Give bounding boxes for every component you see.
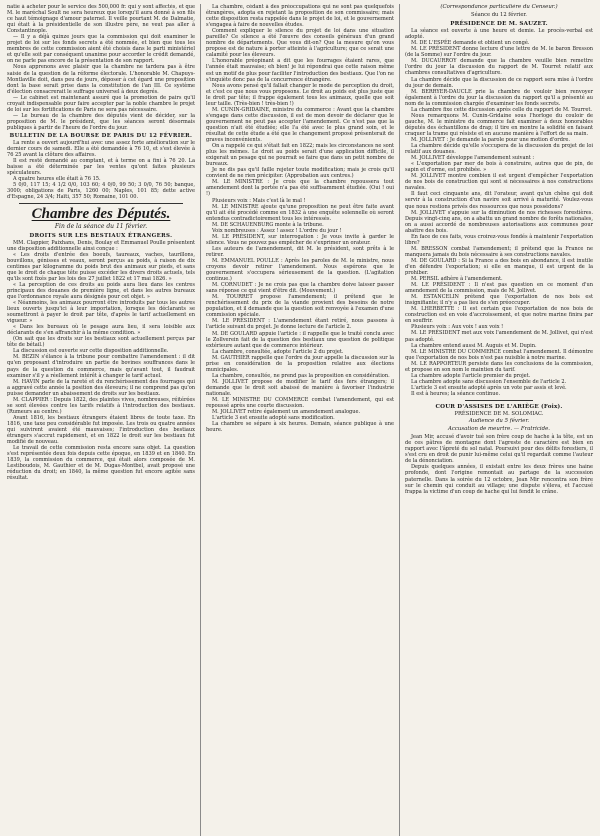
paragraph: La chambre, consultée, adopte l'article 2 du projet. (212, 348, 344, 355)
court-presidency: PRÉSIDENCE DE M. SOLOMIAC. (454, 411, 544, 418)
paragraph: « La perception de ces droits au poids aura lieu dans les centres principaux des douanes de première ligne, et dans les autres bureaux que l'ordonnance royale aura désignés pour cet objet. » (7, 281, 195, 300)
paragraph: La chambre entend aussi M. Auguis et M. Dupin. (411, 342, 537, 349)
paragraph: Les auteurs de l'amendement, dit M. le président, sont prêts à le retirer. (206, 245, 394, 258)
section-title: Chambre des Députés. (31, 205, 171, 222)
paragraph: (On sait que les droits sur les bestiaux sont actuellement perçus par tête de bétail.) (7, 336, 195, 349)
paragraph: « Les droits d'entrée des boeufs, taureaux, vaches, taurillons, bouvillons, génisses et veaux, seront perçus au poids, à raison de dix centimes par kilogramme du poids brut des animaux sur pieds, et sans que le droit de chaque tête puisse excéder les divers droits actuels, tels qu'ils sont fixés par les lois des 27 juillet 1822 et 17 mai 1826. » (7, 251, 195, 282)
paragraph: Plusieurs voix : Mais c'est là le mal ! (212, 197, 306, 204)
paragraph: Jean Mir, accusé d'avoir tué son frère coup de hache à la tête, est un de ces pâtres de montagne dont l'agreste de caractère est bien en rapport avec l'âpreté du sol natal. Poursuivi pour des délits forestiers, il s'est cru en droit de punir lui-même celui qu'il regardait comme l'auteur de la dénonciation. (405, 434, 593, 465)
paragraph: M. LE MINISTRE ajoute qu'une proposition ne peut être faite avant qu'il ait été procédé comme en 1832 à une enquête solennelle où seront entendus contradictoirement tous les intéressés. (206, 203, 394, 222)
paragraph: M. BRESSON combat l'amendement; il prétend que la France ne manquera jamais du bois nécessaire à ses constructions navales. (405, 245, 593, 258)
paragraph: Nous avons pensé qu'il fallait changer le mode de perception du droit, et c'est ce que nous vous proposons. Le droit au poids est plus juste que le droit par tête; il frappe également tous les animaux, quelle que soit leur taille. (Très-bien ! très-bien !) (206, 82, 394, 107)
paragraph: Il est à heures; la séance continue. (411, 390, 501, 397)
paragraph: M. TOURRET propose l'amendement; il prétend que le renchérissement du prix de la viande provient des besoins de notre population, et il demande que la question soit renvoyée à l'examen d'une commission spéciale. (206, 294, 394, 319)
session-date: Séance du 12 février. (471, 12, 527, 19)
paragraph: M. DE SCHAUENBURG monte à la tribune. (212, 221, 324, 228)
paragraph: M. LE MINISTRE DU COMMERCE combat l'amendement. Il démontre que l'exportation de nos bois n'est pas nuisible à notre marine. (405, 348, 593, 361)
paragraph: M. JOLLIVET s'appuie sur la diminution de nos richesses forestières. Depuis vingt-cinq ans, on a abattu un grand nombre de forêts nationales, on a aussi accordé de nombreuses autorisations aux communes pour abattre des bois. (405, 209, 593, 234)
paragraph: La séance est ouverte à une heure et demie. Le procès-verbal est adopté. (405, 28, 593, 41)
paragraph: La rente a ouvert aujourd'hui avec une assez forte amélioration sur le dernier cours de samedi. Elle a été demandée à 76 10, et s'est élevée à 76 25 avant la clôture des affaires. (7, 140, 195, 159)
paragraph: M. JOLLIVET propose de modifier le tarif des fers étrangers; il demande que le droit soit abaissé de manière à favoriser l'industrie nationale. (206, 378, 394, 397)
column-2 (200, 4, 399, 836)
divider (19, 203, 183, 204)
paragraph: M. LE PRÉSIDENT : Il n'est pas question en ce moment d'un amendement de la commission, mais de M. Jollivet. (405, 282, 593, 295)
paragraph: M. DUCAURROY demande que la chambre veuille bien remettre l'ordre du jour la discussion du rapport de M. Tourret relatif aux chambres consultatives d'agriculture. (405, 58, 593, 77)
paragraph: M. DE GOULARD appuie l'article : il rappelle que le traité conclu avec le Zollverein fait de la question des bestiaux une question de politique extérieure autant que de commerce intérieur. (206, 330, 394, 349)
paragraph: La chambre décide qu'elle s'occupera de la discussion du projet de loi relatif aux douanes. (405, 143, 593, 156)
paragraph: M. DE GOULARD : Si la France a des bois en abondance, il est inutile d'en défendre l'exportation; si elle en manque, il est urgent de la prohiber. (405, 257, 593, 277)
paragraph: M. JOLLIVET : Je demande la parole pour une motion d'ordre. (411, 136, 570, 143)
paragraph: M. ESTANCELIN prétend que l'exportation de nos bois est insignifiante; il n'y a pas lieu de s'en préoccuper. (405, 294, 593, 307)
section-subtitle: Fin de la séance du 11 février. (54, 222, 148, 230)
paragraph: M. BERRYER-DAUCLE prie la chambre de vouloir bien renvoyer également à l'ordre du jour la discussion du rapport qu'il a présenté au nom de la commission chargée d'examiner les fonds secrets. (405, 88, 593, 107)
paragraph: Je ne dis pas qu'il faille rejeter toute modification; mais je crois qu'il convient de ne rien précipiter. (Approbation aux centres.) (206, 167, 394, 180)
paragraph: M. LE MINISTRE DU COMMERCE combat l'amendement, qui est repoussé après une courte discussion. (206, 397, 394, 410)
paragraph: M. GAUTHIER rappelle que l'ordre du jour appelle la discussion sur la prise en considération de la proposition relative aux élections municipales. (206, 354, 394, 373)
paragraph: M. JOLLIVET montre combien il est urgent d'empêcher l'exportation de nos bois de construction qui sont si nécessaires à nos constructions navales. (405, 173, 593, 192)
paragraph: M. LE PRÉSIDENT : L'amendement étant retiré, nous passons à l'article suivant du projet. Je donne lecture de l'article 2. (206, 318, 394, 331)
paragraph: En face de ces faits, vous croirez-vous fondés à maintenir l'exportation libre? (405, 233, 593, 246)
paragraph: 5 0/0, 117 15; 4 1/2 0/0, 103 60; 4 0/0, 99 50; 3 0/0, 76 50; banque, 3000; obligations de Paris, 1260 00; Naples, 101 85; dette active d'Espagne, 24 3/4; Haïti, 357 50; Romaine, 101 00. (7, 182, 195, 201)
correspondence-heading: (Correspondance particulière du Censeur.) (440, 4, 558, 10)
paragraph: La chambre décide que la discussion de ce rapport sera mise à l'ordre du jour de demain. (405, 76, 593, 89)
paragraph: La chambre se sépare à six heures. Demain, séance publique à une heure. (206, 421, 394, 434)
paragraph: La chambre adopte l'article premier du projet. (411, 372, 531, 379)
paragraph: MM. Clappier, Paixhans, Denis, Boulay et Emmanuel Poulle présentent une disposition additionnelle ainsi conçue : (7, 239, 195, 252)
paragraph: A quatre heures elle était à 76 15. (13, 176, 101, 183)
paragraph: « Dans les bureaux où le pesage aura lieu, il sera loisible aux déclarants de s'en affranchir à la même condition. » (7, 324, 195, 337)
paragraph: La chambre adopte sans discussion l'ensemble de l'article 2. (411, 378, 567, 385)
paragraph: M. CORNUDET : Je ne crois pas que la chambre doive laisser passer sans réponse ce qui vient d'être dit. (Mouvement.) (206, 282, 394, 295)
paragraph: M. JOLLIVET développe l'amendement suivant : (411, 155, 535, 162)
court-accusation: Accusation de meurtre. — Fratricide. (448, 426, 550, 433)
paragraph: M. JOLLIVET retire également un amendement analogue. (212, 409, 361, 416)
paragraph: M. BEZIN s'élance à la tribune pour combattre l'amendement : il dit qu'en proposant d'introduire un partie de bovines souffrances dans le pays de la question du commerce, mais qu'avant tout, il faudrait examiner s'il y a réellement intérêt à changer le tarif actuel. (7, 354, 195, 379)
paragraph: — Le cabinet est maintenant assuré que la promotion de pairs qu'il croyait indispensable pour faire accepter par la noble chambre le projet de loi sur les fortifications de Paris ne sera pas nécessaire. (7, 94, 195, 113)
paragraph: M. PERSIL adhère à l'amendement. (411, 276, 503, 283)
presidency-line: PRÉSIDENCE DE M. SAUZET. (450, 21, 548, 28)
paragraph: La chambre fixe cette discussion après celle du rapport de M. Tourret. (411, 106, 592, 113)
paragraph: M. LE PRÉSIDENT, sur interrogation : Je vous invite à garder le silence. Vous ne pouvez pas empêcher de s'exprimer un orateur. (206, 233, 394, 246)
paragraph: Nous remarquons M. Cunin-Gridaine sous l'horloge du couloir de gauche, M. le ministre du commerce fait examiner à deux honorables députés des échantillons de drap; il tire en montre la solidité en faisant craquer la trame qui résiste et en aucune manière à l'effort de sa main. (405, 112, 593, 137)
column-3 (399, 4, 598, 836)
paragraph: La chambre, consultée, ne prend pas la proposition en considération. (212, 372, 390, 379)
paragraph: L'article 3 est ensuite adopté sans modification. (212, 415, 335, 422)
court-heading: COUR D'ASSISES DE L'ARIÈGE (Foix). (435, 404, 563, 410)
paragraph: — Il y a déjà quinze jours que la commission qui doit examiner le projet de loi sur les fonds secrets a été nommée, et bien que tous les membres de cette commission aient été choisis dans le parti ministériel et qu'elle soit par conséquent unanime pour accorder le crédit demandé, on ne parle pas encore de la présentation de son rapport. (7, 34, 195, 65)
paragraph: Il est resté demandé au comptant, et à terme on a fini à 76 20. La baisse a été déterminée par les ventes qu'ont faites plusieurs spéculateurs. (7, 158, 195, 177)
paragraph: Le travail de cette commission resta encore sans objet. La question s'est représentée deux fois depuis cette époque, en 1839 et en 1840. En 1839, la commission du commerce, qui était alors composée de M. Lestiboudois, M. Gauthier et de M. Dugas-Montbel, avait proposé une réduction du droit; en 1840, la même question fut encore agitée sans résultat. (7, 445, 195, 482)
paragraph: M. LE MINISTRE : Je crois que la chambre repoussera tout amendement dont la portée n'a pas été suffisamment étudiée. (Oui ! oui !) (206, 179, 394, 198)
paragraph: M. EMMANUEL POULLE : Après les paroles de M. le ministre, nous croyons devoir retirer l'amendement. Nous espérons que le gouvernement s'occupera sérieusement de la question. (L'agitation continue.) (206, 257, 394, 283)
paragraph: L'honorable préopinant a dit que les fourrages étaient rares, que l'année était mauvaise; eh bien! je lui répondrai que cette raison même est un motif de plus pour faciliter l'introduction des bestiaux. Que l'on ne s'inquiète donc pas de la concurrence étrangère. (206, 58, 394, 83)
paragraph: L'article 3 est ensuite adopté après un vote par assis et levé. (411, 384, 567, 391)
paragraph: La chambre, cédant à des préoccupations qui ne sont pas quelquefois étrangères, adopta en rejetant la proposition de son commissaire; mais cette disposition resta rappelée dans le projet de loi, et le gouvernement s'engagea à faire de nouvelles études. (206, 4, 394, 29)
paragraph: M. DE L'ESPÉE demande et obtient un congé. (411, 40, 530, 47)
paragraph: Voix nombreuses : Assez ! assez ! L'ordre du jour ! (212, 227, 342, 234)
paragraph: On a rappelé ce qui s'était fait en 1822; mais les circonstances ne sont plus les mêmes. Le droit au poids serait d'une application difficile, il exigerait un pesage qui ne pourrait se faire que dans un petit nombre de bureaux. (206, 143, 394, 168)
paragraph: Avant 1816, les bestiaux étrangers étaient libres de toute taxe. En 1816, une taxe peu considérable fut imposée. Les trois ou quatre années qui suivirent avaient été mauvaises; l'introduction des bestiaux étrangers s'accrut rapidement, et en 1822 le droit sur les bestiaux fut modifié de nouveau. (7, 414, 195, 446)
paragraph: Comment expliquer le silence du projet de loi dans une situation pareille? Ce silence a été l'œuvre des conseils généraux d'un grand nombre de départements. Que vous dit-on? Que la mesure qu'on vous propose est de nature à porter atteinte à l'agriculture; que ce serait une calamité pour les éleveurs. (206, 28, 394, 59)
paragraph: M. LHERBETTE : Il est certain que l'exportation de nos bois de construction est en voie d'accroissement, et que notre marine finira par en souffrir. (405, 306, 593, 325)
paragraph: M. LE PRÉSIDENT donne lecture d'une lettre de M. le baron Bresson (de la Somme) sur l'ordre du jour. (405, 46, 593, 59)
paragraph: M. HAVIN parle de la rareté et du renchérissement des fourrages qui a aggravé cette année la position des éleveurs; il ne comprend pas qu'on puisse demander un abaissement de droits sur les bestiaux. (7, 378, 195, 397)
paragraph: Il faut ceci cinquante ans, dit l'orateur, avant qu'un chêne qui doit servir à la construction d'un navire soit arrivé à maturité. Voulez-vous que nous restions privés des ressources que nous possédons? (405, 191, 593, 210)
paragraph: Nous apprenons avec plaisir que la chambre ne tardera pas à être saisie de la question de la réforme électorale. L'honorable M. Chapuys-Montlaville doit, dans peu de jours, déposer à cet égard une proposition dont la base serait prise dans la constitution de l'an III. Ce système d'élection consacrerait le suffrage universel à deux degrés. (7, 64, 195, 95)
paragraph: Plusieurs voix : Aux voix ! aux voix ! (411, 324, 504, 331)
paragraph: — Le bureau de la chambre des députés vient de décider, sur la proposition de M. le président, que les séances seront désormais publiques à partir de l'heure de l'ordre du jour. (7, 112, 195, 131)
paragraph: M. CLAPPIER : Depuis 1822, des plaintes vives, nombreuses, réitérées se sont élevées contre les tarifs relatifs à l'introduction des bestiaux. (Rumeurs au centre.) (7, 396, 195, 415)
paragraph: M. LE RAPPORTEUR persiste dans les conclusions de la commission, et propose en son nom le maintien du tarif. (405, 360, 593, 373)
paragraph: « L'exportation par mer de bois à construire, autres que de pin, de sapin et d'orme, est prohibée. » (405, 161, 593, 174)
paragraph: M. CUNIN-GRIDAINE, ministre du commerce : Avant que la chambre s'engage dans cette discussion, il est de mon devoir de déclarer que le gouvernement ne peut pas accepter l'amendement. Ce n'est pas que la question n'ait été étudiée; elle l'a été avec le plus grand soin, et le résultat de cette étude a été que le changement proposé présenterait de graves inconvénients. (206, 106, 394, 144)
divider (465, 400, 533, 401)
topic-heading: DROITS SUR LES BESTIAUX ÉTRANGERS. (29, 232, 173, 239)
bourse-heading: BULLETIN DE LA BOURSE DE PARIS DU 12 FÉVRIER. (9, 132, 193, 139)
paragraph: natie à acheter pour le service des 500,000 fr. qui y sont affectés, et que M. le maréchal Soult ne sera heureux que lorsqu'il aura donné à son fils ce haut témoignage d'amour paternel. Il veille pourtant M. de Dalmatie, qui était à la présidentielle de son illustre père, ne veut pas aller à Constantinople. (7, 4, 195, 35)
paragraph: La discussion est ouverte sur cette disposition additionnelle. (13, 348, 169, 355)
paragraph: Depuis quelques années, il existait entre les deux frères une haine profonde, dont l'origine remontait au partage de la succession paternelle. Dans la soirée du 12 octobre, Jean Mir rencontra son frère sur le chemin qui conduit au village; une dispute s'éleva, et l'accusé frappa la victime d'un coup de hache qui lui fendit le crâne. (405, 464, 593, 495)
court-date: Audience du 5 février. (468, 418, 530, 425)
paragraph: « Néanmoins, les animaux pourront être introduits par tous les autres lieux ouverts jusqu'ici à leur importation, lorsque les déclarants se soumettront à payer le droit par tête, d'après le tarif actuellement en vigueur. » (7, 300, 195, 325)
paragraph: M. LE PRÉSIDENT met aux voix l'amendement de M. Jollivet, qui n'est pas adopté. (405, 330, 593, 343)
column-1 (2, 4, 200, 836)
